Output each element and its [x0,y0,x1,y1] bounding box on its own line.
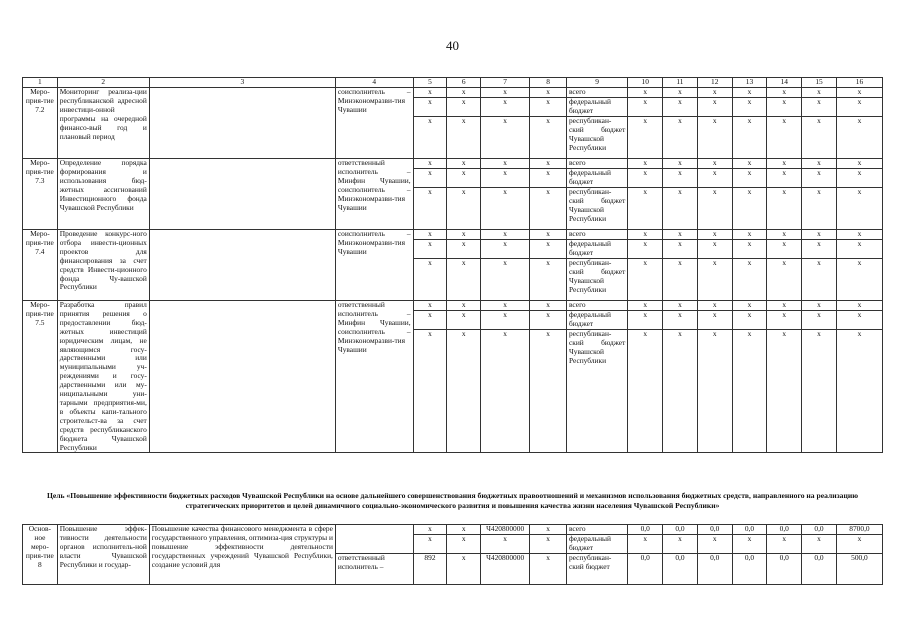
x-cell: x [481,117,530,159]
x-cell: x [530,159,567,169]
value-cell: 0,0 [697,554,732,585]
x-cell: x [802,169,837,188]
x-cell: x [802,240,837,259]
x-cell: x [836,188,882,230]
value-cell: Ч420800000 [481,525,530,535]
x-cell: x [732,230,767,240]
funding-source: всего [566,88,627,98]
event-participant: ответственный исполнитель – Минфин Чувашии, соисполнитель – Минэкономразви-тия Чувашии [335,159,413,230]
event-description [149,230,335,301]
funding-source: всего [566,525,627,535]
header-row [23,78,883,88]
x-cell: x [663,240,698,259]
value-cell: x [530,554,567,585]
value-cell: 8700,0 [836,525,882,535]
x-cell: x [802,259,837,301]
x-cell: x [481,169,530,188]
event-name: Мониторинг реализа-ции республиканской адресной инвестици-онной программы на очередной финансо-вый год и плановый период [57,88,149,159]
x-cell: x [836,259,882,301]
x-cell: x [767,188,802,230]
value-cell: 0,0 [663,554,698,585]
budget-table [22,77,883,453]
x-cell: x [447,169,481,188]
main-event-table [22,524,883,585]
event-name: Определение порядка формирования и использования бюд-жетных ассигнований Инвестиционного фонда Чувашской Республики [57,159,149,230]
x-cell: x [697,330,732,453]
x-cell: x [663,259,698,301]
funding-source: федеральный бюджет [566,169,627,188]
x-cell: x [481,230,530,240]
x-cell: x [481,188,530,230]
x-cell: x [836,301,882,311]
x-cell: x [663,98,698,117]
value-cell: 0,0 [663,525,698,535]
x-cell: x [481,311,530,330]
value-cell: x [447,535,481,554]
x-cell: x [802,98,837,117]
x-cell: x [836,230,882,240]
value-cell: x [697,535,732,554]
column-header: 8 [530,78,567,88]
x-cell: x [802,117,837,159]
value-cell: x [802,535,837,554]
event-participant: ответственный исполнитель – Минфин Чувашии, соисполнитель – Минэкономразви-тия Чувашии [335,301,413,453]
x-cell: x [767,98,802,117]
column-header: 13 [732,78,767,88]
column-header: 11 [663,78,698,88]
x-cell: x [732,117,767,159]
event-name: Проведение конкурс-ного отбора инвести-ционных проектов для финансирования за счет средств Инвести-ционного фонда Чу-вашской Республики [57,230,149,301]
value-cell: x [663,535,698,554]
value-cell: 892 [413,554,447,585]
x-cell: x [628,188,663,230]
column-header: 15 [802,78,837,88]
event-participant [335,525,413,554]
x-cell: x [732,330,767,453]
x-cell: x [447,98,481,117]
x-cell: x [697,240,732,259]
column-header: 14 [767,78,802,88]
x-cell: x [447,159,481,169]
x-cell: x [836,88,882,98]
x-cell: x [663,330,698,453]
value-cell: x [628,535,663,554]
column-header: 5 [413,78,447,88]
value-cell: Ч420800000 [481,554,530,585]
x-cell: x [447,117,481,159]
x-cell: x [767,311,802,330]
table-row [23,159,883,169]
x-cell: x [447,301,481,311]
value-cell: x [413,525,447,535]
x-cell: x [413,188,447,230]
value-cell: x [836,535,882,554]
funding-source: федеральный бюджет [566,311,627,330]
x-cell: x [767,301,802,311]
x-cell: x [481,330,530,453]
x-cell: x [413,301,447,311]
event-participant: соисполнитель – Минэкономразви-тия Чувашии [335,230,413,301]
funding-source: федеральный бюджет [566,535,627,554]
event-participant: соисполнитель – Минэкономразви-тия Чувашии [335,88,413,159]
x-cell: x [530,188,567,230]
event-description: Повышение качества финансового менеджмента в сфере государственного управления, оптимиза-ция структуры и повышение эффективности деятельности государственных учреждений Чувашской Республики, создание условий для [149,525,335,585]
x-cell: x [836,98,882,117]
value-cell: 500,0 [836,554,882,585]
funding-source: всего [566,230,627,240]
x-cell: x [732,311,767,330]
x-cell: x [767,117,802,159]
x-cell: x [481,301,530,311]
x-cell: x [836,117,882,159]
funding-source: всего [566,159,627,169]
x-cell: x [530,117,567,159]
x-cell: x [767,330,802,453]
x-cell: x [628,88,663,98]
x-cell: x [481,240,530,259]
x-cell: x [663,169,698,188]
x-cell: x [663,311,698,330]
column-header: 7 [481,78,530,88]
x-cell: x [628,330,663,453]
column-header: 9 [566,78,627,88]
x-cell: x [413,117,447,159]
value-cell: x [413,535,447,554]
x-cell: x [447,311,481,330]
x-cell: x [697,301,732,311]
x-cell: x [413,169,447,188]
x-cell: x [413,259,447,301]
x-cell: x [481,88,530,98]
page-number: 40 [446,38,459,53]
event-description [149,159,335,230]
x-cell: x [413,311,447,330]
x-cell: x [836,159,882,169]
x-cell: x [663,159,698,169]
x-cell: x [697,98,732,117]
x-cell: x [530,311,567,330]
table-row [23,88,883,98]
x-cell: x [447,88,481,98]
x-cell: x [413,240,447,259]
x-cell: x [628,259,663,301]
x-cell: x [802,230,837,240]
event-code: Основ-ное меро-прия-тие 8 [23,525,58,585]
value-cell: x [530,535,567,554]
value-cell: x [732,535,767,554]
funding-source: республикан-ский бюджет [566,554,627,585]
event-participant: ответственный исполнитель – [335,554,413,585]
x-cell: x [530,259,567,301]
column-header: 16 [836,78,882,88]
value-cell: x [530,525,567,535]
event-description [149,88,335,159]
value-cell: 0,0 [732,525,767,535]
column-header: 4 [335,78,413,88]
x-cell: x [628,230,663,240]
event-description [149,301,335,453]
x-cell: x [732,259,767,301]
value-cell: 0,0 [628,554,663,585]
x-cell: x [732,188,767,230]
x-cell: x [481,98,530,117]
x-cell: x [767,259,802,301]
table-row [23,301,883,311]
value-cell: 0,0 [767,554,802,585]
x-cell: x [732,301,767,311]
x-cell: x [697,117,732,159]
value-cell: 0,0 [697,525,732,535]
value-cell: 0,0 [802,554,837,585]
x-cell: x [628,98,663,117]
x-cell: x [628,117,663,159]
x-cell: x [628,169,663,188]
column-header: 6 [447,78,481,88]
x-cell: x [767,230,802,240]
value-cell: x [447,554,481,585]
x-cell: x [802,311,837,330]
table-row [23,230,883,240]
x-cell: x [697,188,732,230]
x-cell: x [481,159,530,169]
funding-source: федеральный бюджет [566,240,627,259]
event-code: Меро-прия-тие 7.5 [23,301,58,453]
event-name: Разработка правил принятия решения о предоставлении бюд-жетных инвестиций юридическим лицам, не являющимся госу-дарственными или муниципальными уч-реждениями и госу-дарственными или му-ниципальными уни-тарными предприятия-ми, в объекты капи-тального строительст-ва за счет средств республиканского бюджета Чувашской Республики [57,301,149,453]
x-cell: x [413,98,447,117]
x-cell: x [628,301,663,311]
x-cell: x [663,117,698,159]
column-header: 12 [697,78,732,88]
x-cell: x [628,159,663,169]
table-row [23,525,883,535]
x-cell: x [767,159,802,169]
x-cell: x [697,88,732,98]
funding-source: республикан-ский бюджет Чувашской Республики [566,259,627,301]
value-cell: 0,0 [767,525,802,535]
column-header: 1 [23,78,58,88]
x-cell: x [767,240,802,259]
x-cell: x [732,159,767,169]
x-cell: x [663,188,698,230]
x-cell: x [530,330,567,453]
x-cell: x [530,98,567,117]
x-cell: x [663,230,698,240]
x-cell: x [413,88,447,98]
x-cell: x [697,159,732,169]
funding-source: республикан-ский бюджет Чувашской Республики [566,117,627,159]
x-cell: x [447,188,481,230]
value-cell: x [481,535,530,554]
event-code: Меро-прия-тие 7.2 [23,88,58,159]
x-cell: x [836,311,882,330]
x-cell: x [732,240,767,259]
goal-text: Цель «Повышение эффективности бюджетных расходов Чувашской Республики на основе дальнейшего совершенствования бюджетных правоотношений и механизмов использования бюджетных средств, направленного на реализацию стратегических приоритетов и целей динамичного социально-экономического развития и повышения качества жизни населения Чувашской Республики» [46,491,858,510]
x-cell: x [530,88,567,98]
x-cell: x [530,240,567,259]
x-cell: x [413,159,447,169]
x-cell: x [836,240,882,259]
x-cell: x [530,169,567,188]
x-cell: x [530,230,567,240]
column-header: 2 [57,78,149,88]
column-header: 10 [628,78,663,88]
x-cell: x [836,330,882,453]
x-cell: x [802,330,837,453]
x-cell: x [732,169,767,188]
x-cell: x [663,301,698,311]
funding-source: всего [566,301,627,311]
x-cell: x [697,259,732,301]
funding-source: республикан-ский бюджет Чувашской Республики [566,330,627,453]
x-cell: x [413,230,447,240]
x-cell: x [447,240,481,259]
value-cell: 0,0 [802,525,837,535]
x-cell: x [628,311,663,330]
x-cell: x [697,311,732,330]
value-cell: 0,0 [628,525,663,535]
x-cell: x [663,88,698,98]
x-cell: x [802,159,837,169]
event-code: Меро-прия-тие 7.3 [23,159,58,230]
x-cell: x [697,230,732,240]
funding-source: федеральный бюджет [566,98,627,117]
x-cell: x [802,301,837,311]
x-cell: x [697,169,732,188]
x-cell: x [628,240,663,259]
x-cell: x [447,230,481,240]
x-cell: x [767,169,802,188]
x-cell: x [836,169,882,188]
x-cell: x [530,301,567,311]
x-cell: x [732,88,767,98]
x-cell: x [802,88,837,98]
funding-source: республикан-ский бюджет Чувашской Республики [566,188,627,230]
value-cell: x [447,525,481,535]
column-header: 3 [149,78,335,88]
x-cell: x [802,188,837,230]
x-cell: x [481,259,530,301]
x-cell: x [413,330,447,453]
x-cell: x [732,98,767,117]
x-cell: x [447,259,481,301]
x-cell: x [767,88,802,98]
value-cell: x [767,535,802,554]
event-name: Повышение эффек-тивности деятельности органов исполнитель-ной власти Чувашской Республики и государ- [57,525,149,585]
value-cell: 0,0 [732,554,767,585]
event-code: Меро-прия-тие 7.4 [23,230,58,301]
x-cell: x [447,330,481,453]
